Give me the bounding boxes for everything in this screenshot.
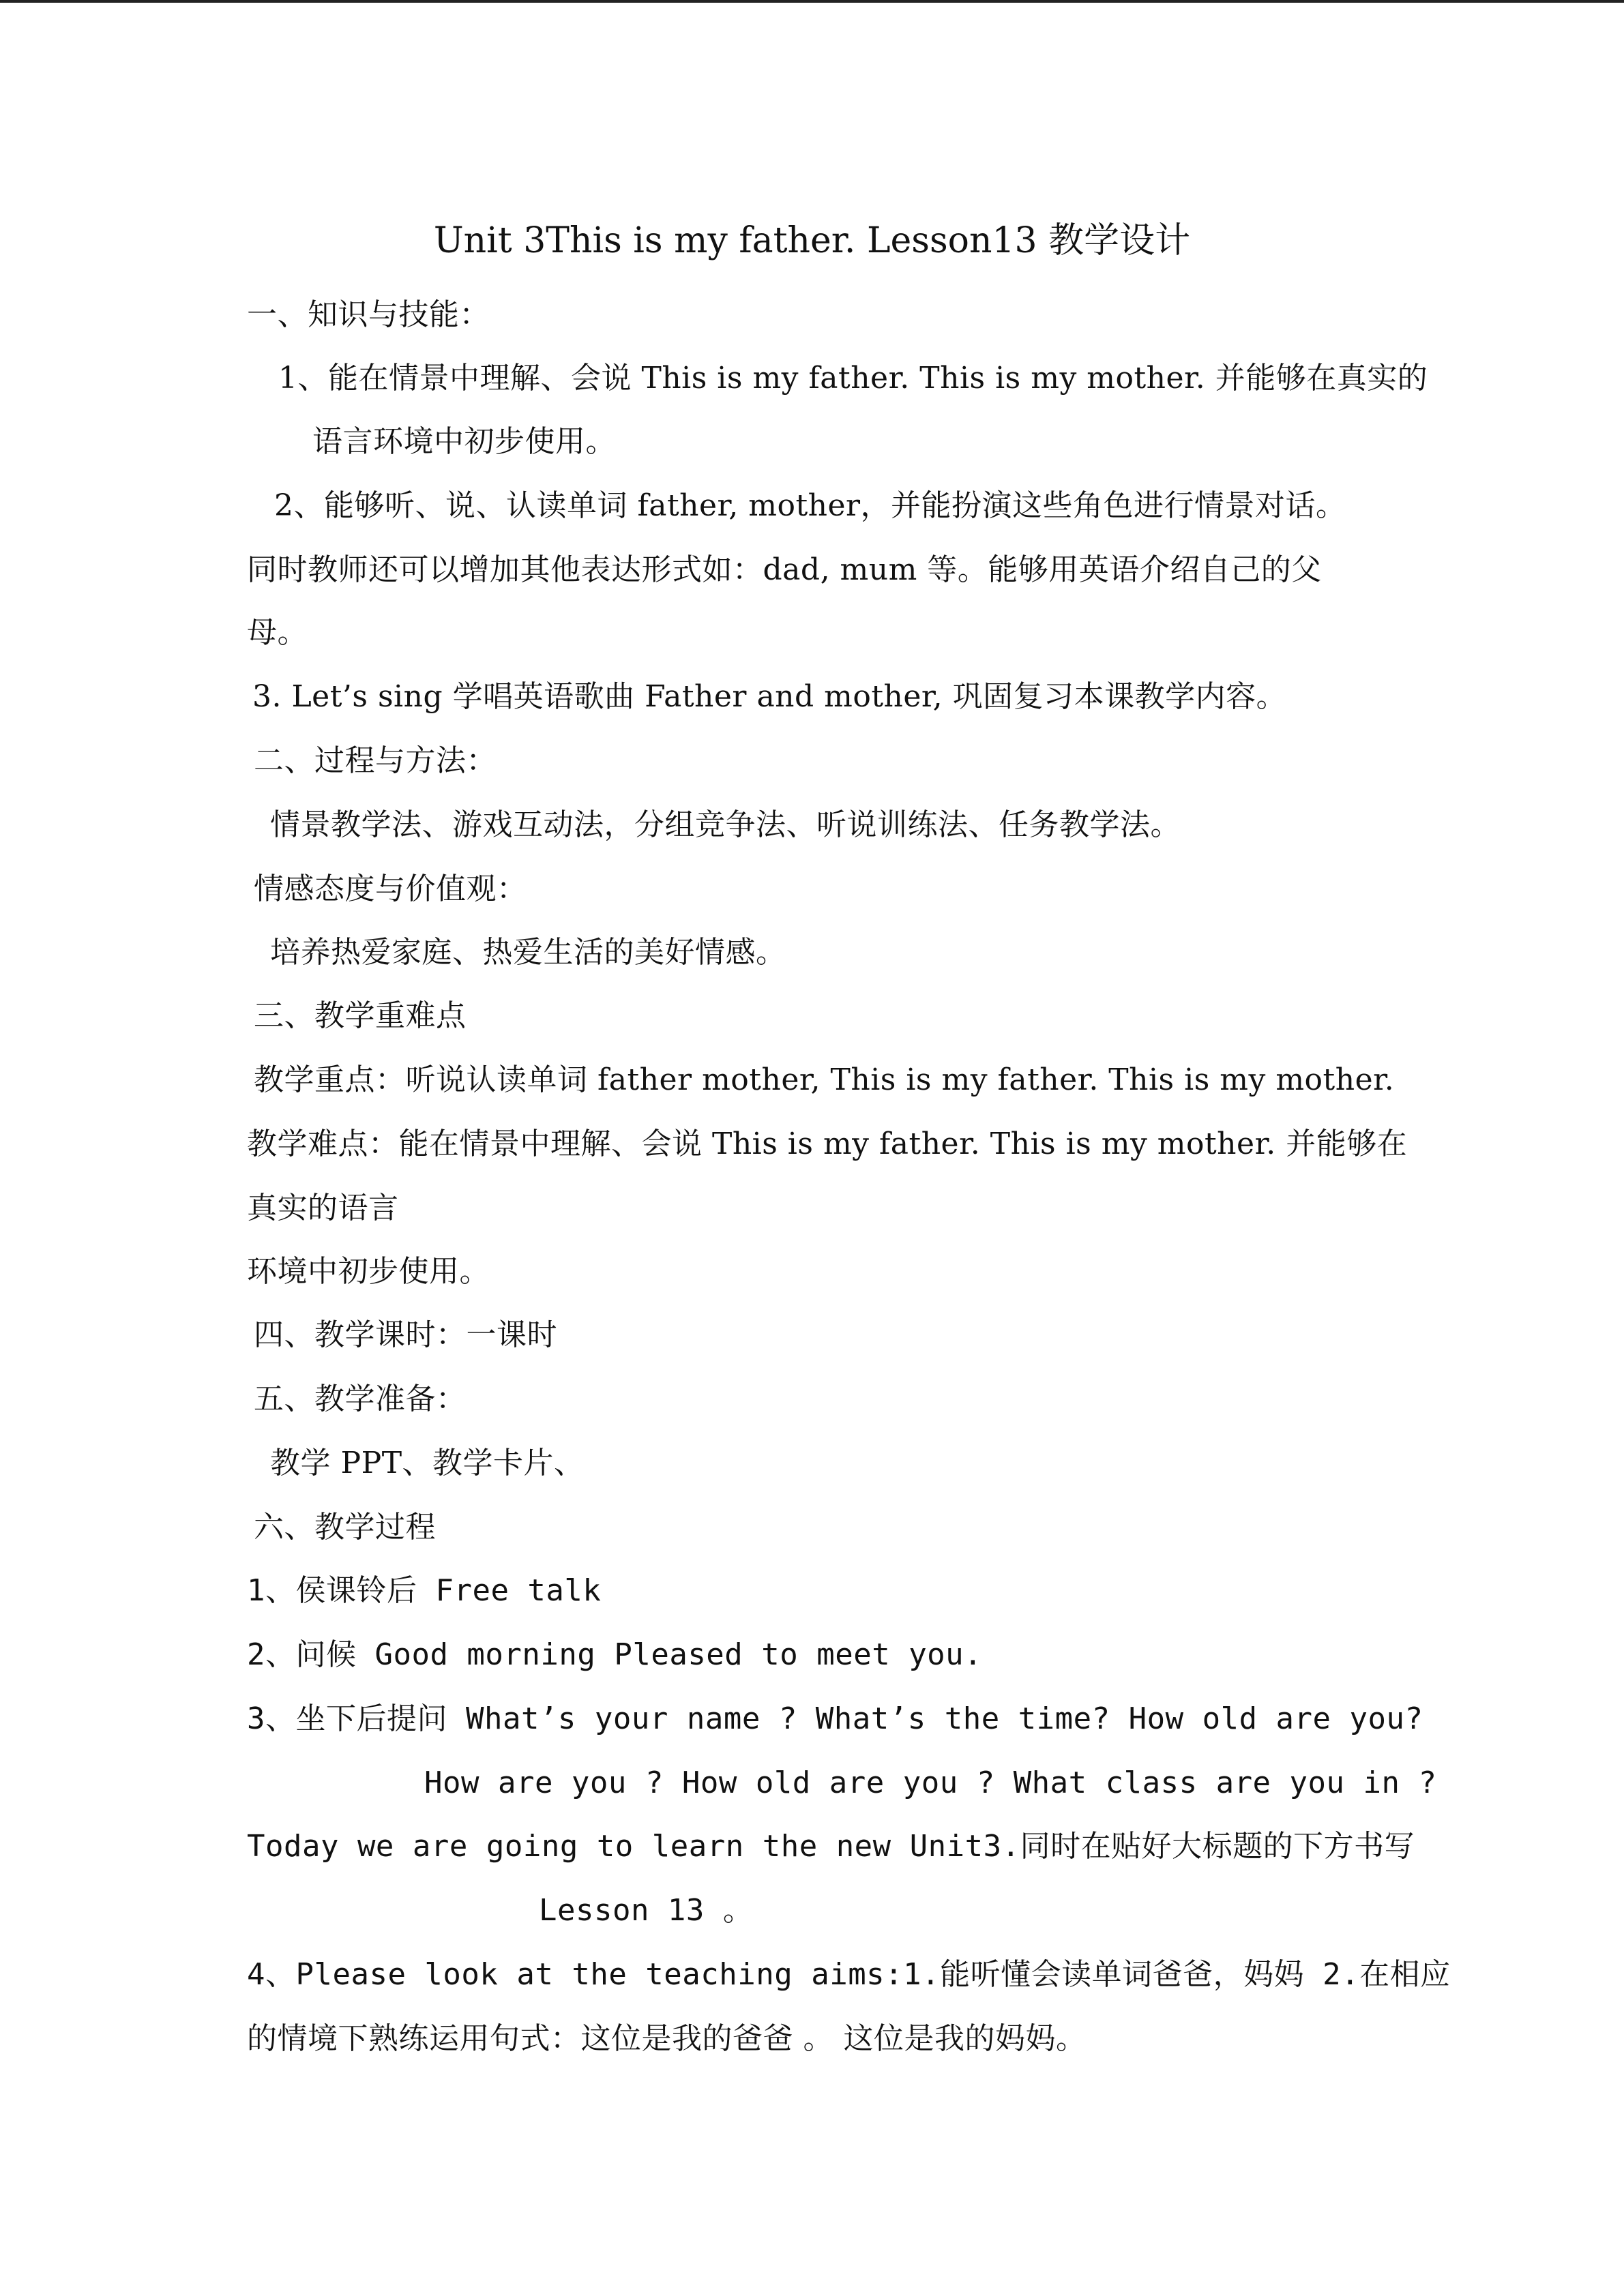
page-title: Unit 3This is my father. Lesson13 教学设计	[433, 220, 1191, 261]
paragraph-line: 2、问候 Good morning Pleased to meet you.	[247, 1637, 983, 1672]
section-heading-preparation: 五、教学准备：	[254, 1382, 467, 1416]
paragraph-line: Today we are going to learn the new Unit3.同时在贴好大标题的下方书写	[247, 1829, 1415, 1864]
section-heading-key-points: 三、教学重难点	[254, 998, 467, 1033]
paragraph-line: 同时教师还可以增加其他表达形式如：dad, mum 等。能够用英语介绍自己的父	[247, 552, 1322, 587]
paragraph-line: 3、坐下后提问 What’s your name ? What’s the time? How old are you?	[247, 1701, 1423, 1736]
paragraph-line: How are you ? How old are you ? What class are you in ?	[424, 1765, 1437, 1800]
page-top-border	[0, 0, 1624, 3]
section-heading-attitude: 情感态度与价值观：	[254, 871, 527, 906]
paragraph-line: 教学难点：能在情景中理解、会说 This is my father. This is my mother. 并能够在	[247, 1127, 1408, 1161]
paragraph-line: 3. Let’s sing 学唱英语歌曲 Father and mother, 巩固复习本课教学内容。	[252, 679, 1287, 714]
paragraph-line: 1、侯课铃后 Free talk	[247, 1573, 602, 1608]
section-heading-knowledge: 一、知识与技能：	[247, 297, 490, 332]
paragraph-line: 的情境下熟练运用句式：这位是我的爸爸 。 这位是我的妈妈。	[247, 2021, 1087, 2056]
section-heading-procedure: 六、教学过程	[254, 1510, 436, 1545]
paragraph-line: 4、Please look at the teaching aims:1.能听懂会读单词爸爸，妈妈 2.在相应	[247, 1957, 1451, 1992]
paragraph-line: 培养热爱家庭、热爱生活的美好情感。	[270, 935, 786, 970]
paragraph-line: 真实的语言	[247, 1191, 399, 1225]
paragraph-line: Lesson 13 。	[539, 1893, 754, 1928]
section-heading-periods: 四、教学课时：一课时	[254, 1317, 557, 1352]
paragraph-line: 语言环境中初步使用。	[312, 424, 616, 459]
paragraph-line: 情景教学法、游戏互动法，分组竞争法、听说训练法、任务教学法。	[270, 807, 1181, 842]
paragraph-line: 母。	[247, 615, 308, 650]
paragraph-line: 教学 PPT、教学卡片、	[270, 1446, 585, 1480]
paragraph-line: 2、能够听、说、认读单词 father, mother，并能扮演这些角色进行情景对话。	[274, 488, 1346, 523]
paragraph-line: 环境中初步使用。	[247, 1254, 490, 1289]
paragraph-line: 1、能在情景中理解、会说 This is my father. This is my mother. 并能够在真实的	[278, 361, 1428, 396]
paragraph-line: 教学重点：听说认读单词 father mother, This is my father. This is my mother.	[254, 1062, 1395, 1097]
section-heading-process: 二、过程与方法：	[254, 743, 497, 778]
